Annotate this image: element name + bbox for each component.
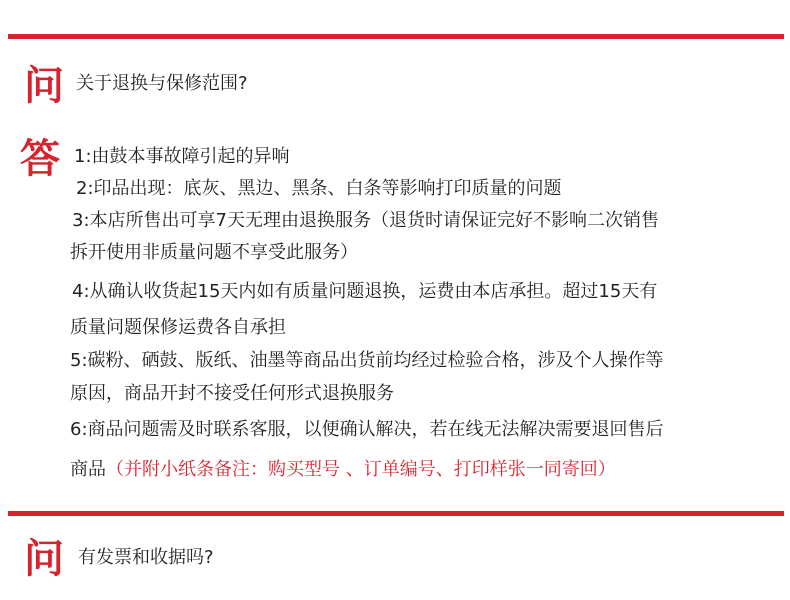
answer-line-4: 4:从确认收货起15天内如有质量问题退换，运费由本店承担。超过15天有 (72, 281, 658, 302)
answer-line-3: 3:本店所售出可享7天无理由退换服务（退货时请保证完好不影响二次销售 (72, 210, 659, 231)
answer-line-2: 2:印品出现：底灰、黑边、黑条、白条等影响打印质量的问题 (76, 178, 562, 199)
answer-line-4-cont: 质量问题保修运费各自承担 (70, 317, 286, 338)
answer-line-3-cont: 拆开使用非质量问题不享受此服务） (70, 242, 358, 263)
answer-line-5-cont: 原因，商品开封不接受任何形式退换服务 (70, 383, 394, 404)
question-mark-icon: 问 (24, 63, 64, 109)
return-note-highlight: （并附小纸条备注：购买型号 、订单编号、打印样张一同寄回） (106, 459, 616, 480)
faq-question-returns: 关于退换与保修范围? (76, 73, 248, 94)
answer-mark-icon: 答 (20, 136, 60, 182)
top-divider (8, 34, 784, 39)
answer-line-6-prefix: 商品 (70, 459, 106, 480)
faq-question-invoice: 有发票和收据吗? (78, 547, 214, 568)
answer-line-6: 6:商品问题需及时联系客服，以便确认解决，若在线无法解决需要退回售后 (70, 419, 664, 440)
answer-line-5: 5:碳粉、硒鼓、版纸、油墨等商品出货前均经过检验合格，涉及个人操作等 (70, 350, 664, 371)
answer-line-6-cont (70, 458, 616, 482)
section-divider (8, 511, 784, 516)
answer-line-1: 1:由鼓本事故障引起的异响 (74, 146, 290, 167)
question-mark-icon: 问 (24, 536, 64, 582)
